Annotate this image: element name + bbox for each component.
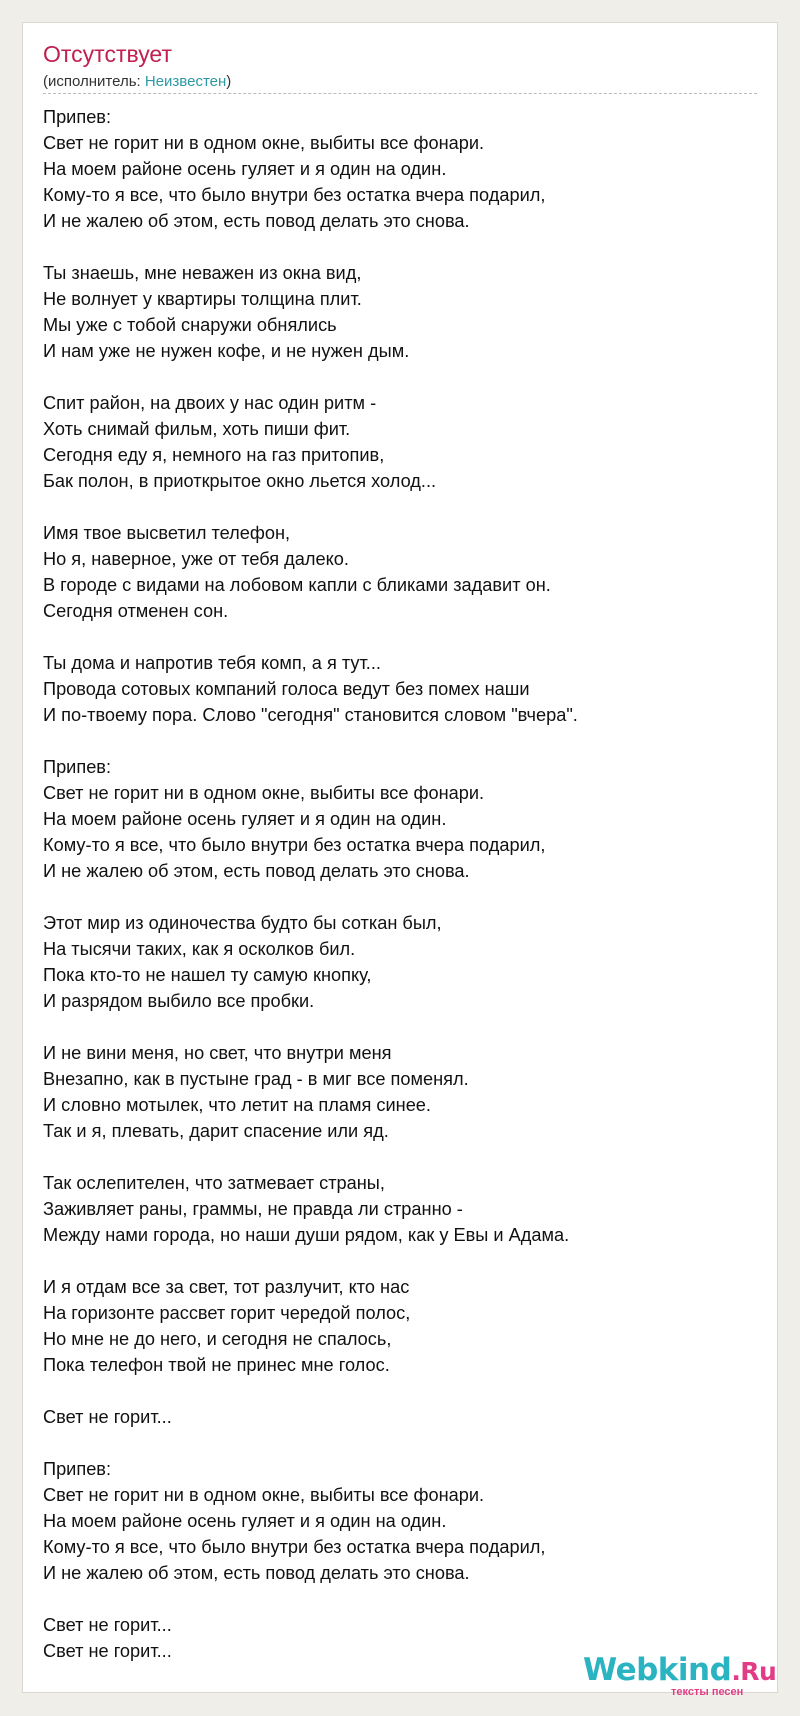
lyric-blank-line [43, 1430, 763, 1456]
lyric-line: Ты знаешь, мне неважен из окна вид, [43, 263, 362, 283]
lyric-line: На моем районе осень гуляет и я один на один. [43, 159, 447, 179]
lyric-blank-line [43, 1586, 763, 1612]
lyric-blank-line [43, 234, 763, 260]
lyrics-text [43, 104, 763, 1664]
lyric-line: Свет не горит ни в одном окне, выбиты все фонари. [43, 783, 485, 803]
header-divider [43, 93, 757, 94]
lyric-blank-line [43, 1014, 763, 1040]
lyric-line: Но мне не до него, и сегодня не спалось, [43, 1329, 392, 1349]
lyric-line: И по-твоему пора. Слово "сегодня" становится словом "вчера". [43, 705, 578, 725]
lyric-line: На горизонте рассвет горит чередой полос, [43, 1303, 411, 1323]
lyric-blank-line [43, 624, 763, 650]
lyric-line: Сегодня отменен сон. [43, 601, 229, 621]
lyrics-card [22, 22, 778, 1698]
lyric-line: Кому-то я все, что было внутри без остатка вчера подарил, [43, 1537, 546, 1557]
lyric-line: И не жалею об этом, есть повод делать это снова. [43, 1563, 470, 1583]
lyric-line: Свет не горит... [43, 1407, 172, 1427]
lyric-line: Мы уже с тобой снаружи обнялись [43, 315, 337, 335]
artist-suffix: ) [226, 73, 232, 90]
lyric-blank-line [43, 884, 763, 910]
logo-wordmark [583, 1652, 776, 1688]
lyric-line: Провода сотовых компаний голоса ведут без помех наши [43, 679, 530, 699]
lyric-line: И разрядом выбило все пробки. [43, 991, 315, 1011]
lyric-blank-line [43, 728, 763, 754]
logo-tagline: тексты песен [671, 1686, 744, 1698]
lyric-blank-line [43, 1378, 763, 1404]
lyric-line: Но я, наверное, уже от тебя далеко. [43, 549, 349, 569]
lyric-line: Между нами города, но наши души рядом, как у Евы и Адама. [43, 1225, 570, 1245]
lyric-line: И нам уже не нужен кофе, и не нужен дым. [43, 341, 410, 361]
artist-prefix: (исполнитель: [43, 73, 145, 90]
lyric-line: На моем районе осень гуляет и я один на один. [43, 809, 447, 829]
lyric-line: Заживляет раны, граммы, не правда ли странно - [43, 1199, 463, 1219]
lyric-blank-line [43, 494, 763, 520]
lyric-line: Имя твое высветил телефон, [43, 523, 291, 543]
lyric-line: Пока телефон твой не принес мне голос. [43, 1355, 390, 1375]
lyric-line: И не вини меня, но свет, что внутри меня [43, 1043, 392, 1063]
lyric-line: Кому-то я все, что было внутри без остатка вчера подарил, [43, 185, 546, 205]
lyric-line: Этот мир из одиночества будто бы соткан был, [43, 913, 442, 933]
logo-suffix-text: .Ru [731, 1657, 777, 1686]
lyric-line: В городе с видами на лобовом капли с бликами задавит он. [43, 575, 551, 595]
lyric-line: Внезапно, как в пустыне град - в миг все поменял. [43, 1069, 469, 1089]
artist-link[interactable]: Неизвестен [144, 73, 227, 90]
lyric-line: Не волнует у квартиры толщина плит. [43, 289, 362, 309]
lyric-line: Кому-то я все, что было внутри без остатка вчера подарил, [43, 835, 546, 855]
lyric-line: Припев: [43, 107, 112, 127]
lyric-blank-line [43, 364, 763, 390]
lyric-line: На моем районе осень гуляет и я один на один. [43, 1511, 447, 1531]
lyric-line: Хоть снимай фильм, хоть пиши фит. [43, 419, 351, 439]
lyric-line: Спит район, на двоих у нас один ритм - [43, 393, 377, 413]
lyric-line: Свет не горит ни в одном окне, выбиты все фонари. [43, 1485, 485, 1505]
lyric-blank-line [43, 1248, 763, 1274]
lyric-line: И словно мотылек, что летит на пламя синее. [43, 1095, 431, 1115]
lyric-line: Свет не горит ни в одном окне, выбиты все фонари. [43, 133, 485, 153]
lyric-line: Свет не горит... [43, 1641, 172, 1661]
lyric-line: Пока кто-то не нашел ту самую кнопку, [43, 965, 372, 985]
logo-main-text: Webkind [583, 1652, 732, 1688]
lyric-line: И не жалею об этом, есть повод делать это снова. [43, 211, 470, 231]
lyric-line: Припев: [43, 757, 112, 777]
lyric-line: И не жалею об этом, есть повод делать это снова. [43, 861, 470, 881]
song-title: Отсутствует [43, 41, 172, 67]
lyric-line: Сегодня еду я, немного на газ притопив, [43, 445, 385, 465]
lyric-line: Ты дома и напротив тебя комп, а я тут... [43, 653, 381, 673]
lyric-line: Так и я, плевать, дарит спасение или яд. [43, 1121, 389, 1141]
lyric-line: Так ослепителен, что затмевает страны, [43, 1173, 385, 1193]
lyric-line: На тысячи таких, как я осколков бил. [43, 939, 356, 959]
site-logo[interactable] [583, 1652, 783, 1700]
lyric-line: И я отдам все за свет, тот разлучит, кто нас [43, 1277, 410, 1297]
lyric-blank-line [43, 1144, 763, 1170]
artist-line [43, 73, 231, 90]
lyric-line: Свет не горит... [43, 1615, 172, 1635]
lyric-line: Бак полон, в приоткрытое окно льется холод... [43, 471, 437, 491]
lyric-line: Припев: [43, 1459, 112, 1479]
